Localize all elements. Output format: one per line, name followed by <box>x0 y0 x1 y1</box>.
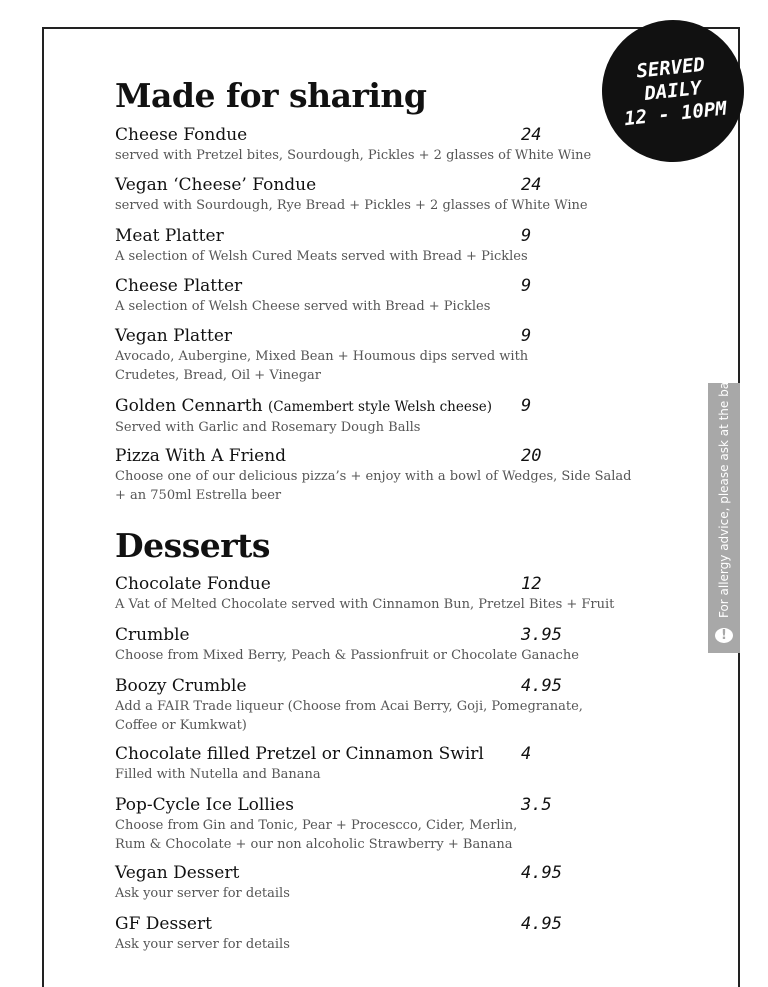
item-name: Chocolate filled Pretzel or Cinnamon Swirl <box>115 744 484 764</box>
item-price: 24 <box>521 125 542 145</box>
item-name: GF Dessert <box>115 914 212 934</box>
item-price: 24 <box>521 175 542 195</box>
section-title-sharing: Made for sharing <box>115 76 427 115</box>
item-name: Cheese Platter <box>115 276 243 296</box>
item-desc: Crudetes, Bread, Oil + Vinegar <box>115 368 322 383</box>
item-price: 4 <box>521 744 532 764</box>
item-price: 20 <box>521 446 542 466</box>
item-desc: A selection of Welsh Cheese served with Bread + Pickles <box>115 299 491 314</box>
menu-item <box>115 863 655 903</box>
item-name: Crumble <box>115 625 190 645</box>
item-desc: Filled with Nutella and Banana <box>115 767 321 782</box>
item-desc: Avocado, Aubergine, Mixed Bean + Houmous dips served with <box>115 349 529 364</box>
stamp-line-1: SERVED <box>635 53 706 83</box>
item-price: 4.95 <box>521 914 562 934</box>
item-price: 4.95 <box>521 863 562 883</box>
info-alert-icon: ! <box>715 628 733 643</box>
menu-item <box>115 396 655 437</box>
item-desc: Ask your server for details <box>115 937 290 952</box>
item-desc: + an 750ml Estrella beer <box>115 488 282 503</box>
item-desc: Coffee or Kumkwat) <box>115 718 247 733</box>
item-desc: Choose from Mixed Berry, Peach & Passionfruit or Chocolate Ganache <box>115 648 579 663</box>
item-desc: A selection of Welsh Cured Meats served with Bread + Pickles <box>115 249 528 264</box>
stamp-line-2: DAILY <box>643 76 703 105</box>
item-name <box>115 396 655 418</box>
item-name: Boozy Crumble <box>115 676 247 696</box>
item-price: 9 <box>521 276 532 296</box>
menu-item <box>115 446 655 505</box>
item-name-main: Golden Cennarth <box>115 396 263 416</box>
item-name: Pizza With A Friend <box>115 446 287 466</box>
item-price: 9 <box>521 226 532 246</box>
section-title-desserts: Desserts <box>115 526 270 565</box>
item-name: Vegan ‘Cheese’ Fondue <box>115 175 317 195</box>
item-price: 9 <box>521 396 532 416</box>
menu-item <box>115 226 655 266</box>
menu-item <box>115 175 655 215</box>
menu-item <box>115 276 655 316</box>
stamp-line-3: 12 - 10PM <box>622 97 728 130</box>
menu-item <box>115 914 655 954</box>
item-price: 3.95 <box>521 625 562 645</box>
item-name: Chocolate Fondue <box>115 574 271 594</box>
item-price: 4.95 <box>521 676 562 696</box>
menu-item <box>115 125 655 165</box>
item-desc: Add a FAIR Trade liqueur (Choose from Acai Berry, Goji, Pomegranate, <box>115 699 583 714</box>
menu-item <box>115 625 655 665</box>
item-name: Vegan Dessert <box>115 863 240 883</box>
item-price: 3.5 <box>521 795 552 815</box>
menu-item <box>115 676 655 735</box>
item-desc: served with Pretzel bites, Sourdough, Pickles + 2 glasses of White Wine <box>115 148 592 163</box>
allergy-advice-tab <box>708 376 740 653</box>
item-name: Cheese Fondue <box>115 125 248 145</box>
menu-item <box>115 744 655 784</box>
menu-item <box>115 795 655 854</box>
item-desc: served with Sourdough, Rye Bread + Pickles + 2 glasses of White Wine <box>115 198 588 213</box>
item-price: 9 <box>521 326 532 346</box>
item-name: Meat Platter <box>115 226 224 246</box>
item-desc: Choose one of our delicious pizza’s + enjoy with a bowl of Wedges, Side Salad <box>115 469 632 484</box>
item-desc: Choose from Gin and Tonic, Pear + Procescco, Cider, Merlin, <box>115 818 518 833</box>
menu-item <box>115 326 655 385</box>
menu-item <box>115 574 655 614</box>
item-price: 12 <box>521 574 542 594</box>
item-desc: Ask your server for details <box>115 886 290 901</box>
item-name: Vegan Platter <box>115 326 233 346</box>
allergy-advice-text: For allergy advice, please ask at the bar <box>717 376 731 618</box>
item-name: Pop-Cycle Ice Lollies <box>115 795 294 815</box>
item-desc: A Vat of Melted Chocolate served with Cinnamon Bun, Pretzel Bites + Fruit <box>115 597 615 612</box>
item-desc: Served with Garlic and Rosemary Dough Balls <box>115 420 421 435</box>
item-name-sub: (Camembert style Welsh cheese) <box>267 399 492 415</box>
item-desc: Rum & Chocolate + our non alcoholic Strawberry + Banana <box>115 837 513 852</box>
